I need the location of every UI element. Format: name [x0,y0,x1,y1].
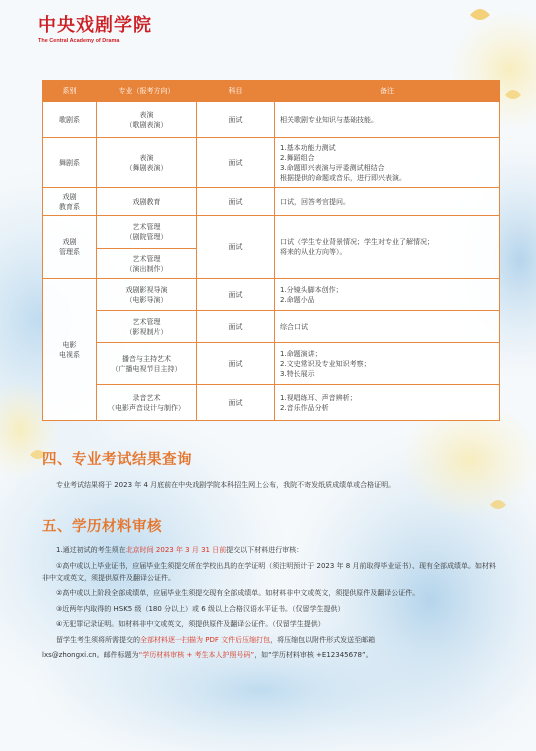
paragraph: 留学生考生须将所需提交的全部材料逐一扫描为 PDF 文件后压缩打包，将压缩包以附件形式发送至邮箱 [56,635,376,644]
logo-chinese: 中央戏剧学院 [38,15,152,36]
dept-cell: 电影 电视系 [43,279,97,421]
dept-cell: 舞剧系 [43,138,97,188]
major-cell: 表演 （歌剧表演） [97,102,197,138]
note-cell: 1.基本功能力测试 2.舞蹈组合 3.命题即兴表演与评委测试相结合 根据提供的命题或音乐，进行即兴表演。 [275,138,500,188]
major-cell: 表演 （舞剧表演） [97,138,197,188]
section-5-body [42,544,502,665]
subject-cell: 面试 [197,188,275,216]
header-subject: 科目 [197,81,275,102]
exam-subjects-table [42,80,500,421]
major-cell: 戏剧教育 [97,188,197,216]
note-cell: 1.命题演讲； 2.文史常识及专业知识考察； 3.特长展示 [275,343,500,385]
section-5-title: 五、学历材料审核 [42,519,162,535]
table-row [43,216,500,249]
paragraph: 1.通过初试的考生须在北京时间 2023 年 3 月 31 日前提交以下材料进行审核： [56,546,304,554]
note-cell: 综合口试 [275,311,500,343]
paragraph: lxs@zhongxi.cn。邮件标题为“学历材料审核 + 考生本人护照号码”，如“学历材料审核 +E12345678”。 [42,651,373,659]
note-cell: 口试（学生专业背景情况；学生对专业了解情况； 将来的从业方向等）。 [275,216,500,279]
subject-cell: 面试 [197,311,275,343]
subject-cell: 面试 [197,343,275,385]
header-dept: 系别 [43,81,97,102]
logo-english: The Central Academy of Drama [38,38,120,44]
section-4-title: 四、专业考试结果查询 [42,452,192,468]
section-4-body [42,479,502,495]
major-cell: 艺术管理 （演出制作） [97,249,197,279]
table-row [43,343,500,385]
note-cell: 1.分镜头脚本创作； 2.命题小品 [275,279,500,311]
major-cell: 录音艺术 （电影声音设计与制作） [97,385,197,421]
subject-cell: 面试 [197,279,275,311]
subject-cell: 面试 [197,102,275,138]
dept-cell: 歌剧系 [43,102,97,138]
table-row [43,138,500,188]
academy-logo [38,16,152,44]
email-address: lxs@zhongxi.cn。邮件标题为 [42,651,139,659]
table-row [43,188,500,216]
subject-cell: 面试 [197,138,275,188]
subject-cell: 面试 [197,385,275,421]
dept-cell: 戏剧 教育系 [43,188,97,216]
note-cell: 1.视唱练耳、声音辨析； 2.音乐作品分析 [275,385,500,421]
paragraph: ②高中或以上阶段全部成绩单，应届毕业生须提交现有全部成绩单。如材料非中文或英文，须提供原件及翻译公证件。 [56,589,420,597]
major-cell: 艺术管理 （影视制片） [97,311,197,343]
subject-cell: 面试 [197,216,275,279]
paragraph: ④无犯罪记录证明。如材料非中文或英文，须提供原件及翻译公证件。（仅留学生提供） [56,620,325,628]
header-major: 专业（报考方向） [97,81,197,102]
table-row [43,385,500,421]
note-cell: 相关歌剧专业知识与基础技能。 [275,102,500,138]
major-cell: 艺术管理 （剧院管理） [97,216,197,249]
table-row [43,311,500,343]
major-cell: 戏剧影视导演 （电影导演） [97,279,197,311]
paragraph: ③近两年内取得的 HSK5 级（180 分以上）或 6 级以上合格汉语水平证书。（仅留学生提供） [56,604,345,613]
dept-cell: 戏剧 管理系 [43,216,97,279]
results-query-text: 专业考试结果将于 2023 年 4 月底前在中央戏剧学院本科招生网上公布，我院不寄发纸质成绩单或合格证明。 [56,481,396,489]
table-row [43,279,500,311]
major-cell: 播音与主持艺术 （广播电视节目主持） [97,343,197,385]
header-note: 备注 [275,81,500,102]
table-header-row [43,81,500,102]
table-row [43,102,500,138]
paragraph: ①高中或以上毕业证书，应届毕业生须提交所在学校出具的在学证明（须注明预计于 2023 年 8 月前取得毕业证书）、现有全部成绩单。如材料非中文或英文，须提供原件及翻译公证件。 [42,561,496,582]
note-cell: 口试，回答考官提问。 [275,188,500,216]
